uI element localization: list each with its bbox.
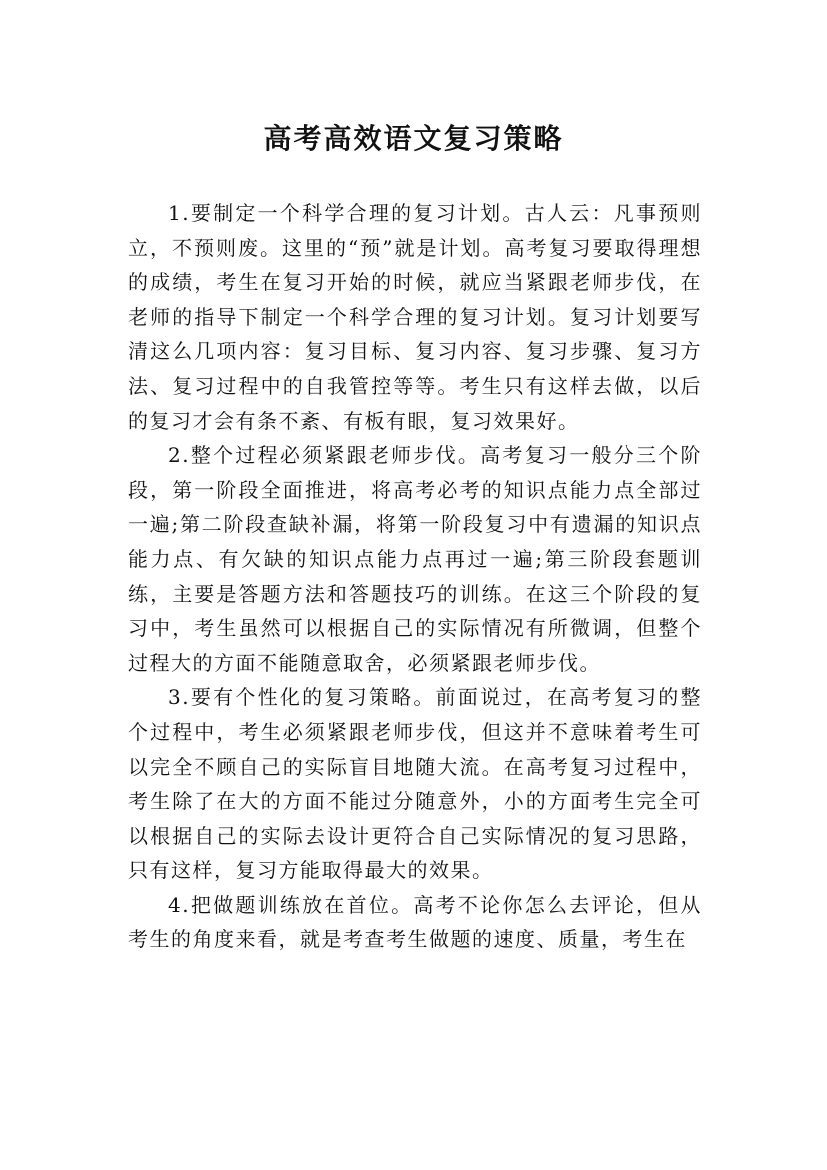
paragraph-1: 1.要制定一个科学合理的复习计划。古人云：凡事预则立，不预则废。这里的“预”就是计划。高考复习要取得理想的成绩，考生在复习开始的时候，就应当紧跟老师步伐，在老师的指导下制定一个科学合理的复习计划。复习计划要写清这么几项内容：复习目标、复习内容、复习步骤、复习方法、复习过程中的自我管控等等。考生只有这样去做，以后的复习才会有条不紊、有板有眼，复习效果好。	[128, 201, 702, 433]
paragraph-4: 4.把做题训练放在首位。高考不论你怎么去评论，但从考生的角度来看，就是考查考生做题的速度、质量，考生在	[128, 892, 702, 952]
paragraph-2: 2.整个过程必须紧跟老师步伐。高考复习一般分三个阶段，第一阶段全面推进，将高考必考的知识点能力点全部过一遍;第二阶段查缺补漏，将第一阶段复习中有遗漏的知识点能力点、有欠缺的知识点能力点再过一遍;第三阶段套题训练，主要是答题方法和答题技巧的训练。在这三个阶段的复习中，考生虽然可以根据自己的实际情况有所微调，但整个过程大的方面不能随意取舍，必须紧跟老师步伐。	[128, 443, 702, 675]
document-body	[128, 196, 702, 957]
paragraph-3: 3.要有个性化的复习策略。前面说过，在高考复习的整个过程中，考生必须紧跟老师步伐，但这并不意味着考生可以完全不顾自己的实际盲目地随大流。在高考复习过程中，考生除了在大的方面不能过分随意外，小的方面考生完全可以根据自己的实际去设计更符合自己实际情况的复习思路，只有这样，复习方能取得最大的效果。	[128, 685, 702, 883]
document-title: 高考高效语文复习策略	[263, 121, 564, 155]
